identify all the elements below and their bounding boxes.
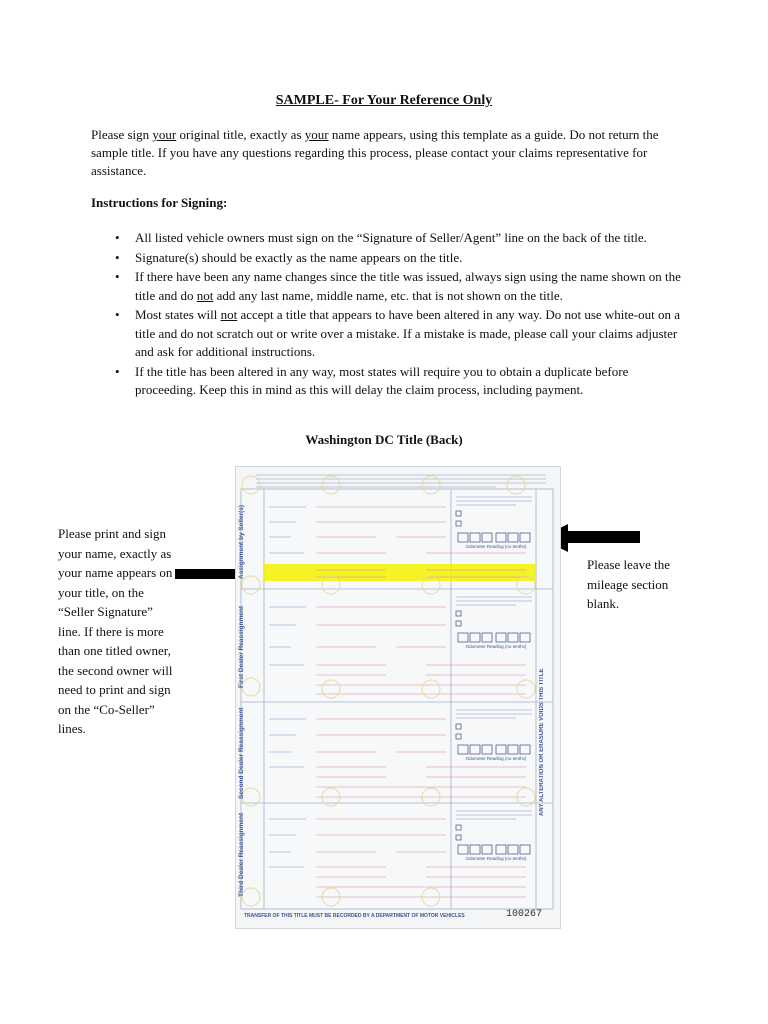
mileage-note: Please leave the mileage section blank. [587,557,671,611]
intro-emph-1: your [152,127,177,142]
instruction-emph: not [220,307,238,322]
instruction-text: If the title has been altered in any way, most states will require you to obtain a duplicate before proceeding. Keep this in mind as this will delay the claim process, including payment. [135,363,629,397]
serial-number: 100267 [506,909,543,920]
page-title: SAMPLE- For Your Reference Only [275,93,493,108]
transfer-footer: TRANSFER OF THIS TITLE MUST BE RECORDED BY A DEPARTMENT OF MOTOR VEHICLES [244,913,465,919]
seller-signature-note: Please print and sign your name, exactly as your name appears on your title, on the “Seller Signature” line. If there is more than one titled owner, the second owner will need to print and sign on the “Co-Seller” lines. [58,526,173,736]
alteration-warning: ANY ALTERATION OR ERASURE VOIDS THIS TITLE [539,668,545,816]
odometer-caption: Odometer Reading (no tenths) [465,544,527,549]
instruction-item [91,363,687,400]
instruction-text: Signature(s) should be exactly as the name appears on the title. [135,249,463,265]
section-label-second-dealer: Second Dealer Reassignment [238,707,245,799]
instruction-emph: not [196,287,214,303]
instruction-item [91,306,687,362]
odometer-caption: Odometer Reading (no tenths) [465,756,527,761]
intro-text-1: Please sign [91,127,153,142]
instruction-text: If there have been any name changes since the title was issued, always sign using the name shown on the title and do [135,269,681,303]
intro-text-3: name appears, using this template as a guide. Do not return the sample title. If you have any questions regarding this process, please contact your claims representative for assistance. [91,127,659,178]
instruction-text: Most states will [135,307,221,322]
intro-text-2: original title, exactly as [176,127,305,142]
instruction-text: accept a title that appears to have been altered in any way. Do not use white-out on a title and do not scratch out or write over a mistake. If a mistake is made, please call your claims adjuster and ask for additional instructions. [135,307,681,359]
instruction-item [91,268,687,305]
instruction-item [91,249,687,268]
instruction-item [91,229,687,248]
dc-title-back-image [235,466,561,929]
odometer-caption: Odometer Reading (no tenths) [465,856,527,861]
section-label-third-dealer: Third Dealer Reassignment [238,812,245,898]
section-label-first-dealer: First Dealer Reassignment [238,606,245,689]
intro-paragraph [91,126,691,180]
instructions-list [91,229,687,401]
intro-emph-2: your [304,127,329,142]
odometer-caption: Odometer Reading (no tenths) [465,644,527,649]
instructions-heading: Instructions for Signing: [91,195,228,210]
instruction-text: All listed vehicle owners must sign on the “Signature of Seller/Agent” line on the back of the title. [135,230,647,245]
title-sample-heading: Washington DC Title (Back) [305,432,463,447]
instruction-text: add any last name, middle name, etc. that is not shown on the title. [213,287,563,303]
section-label-seller: Assignment by Seller(s) [238,504,245,580]
